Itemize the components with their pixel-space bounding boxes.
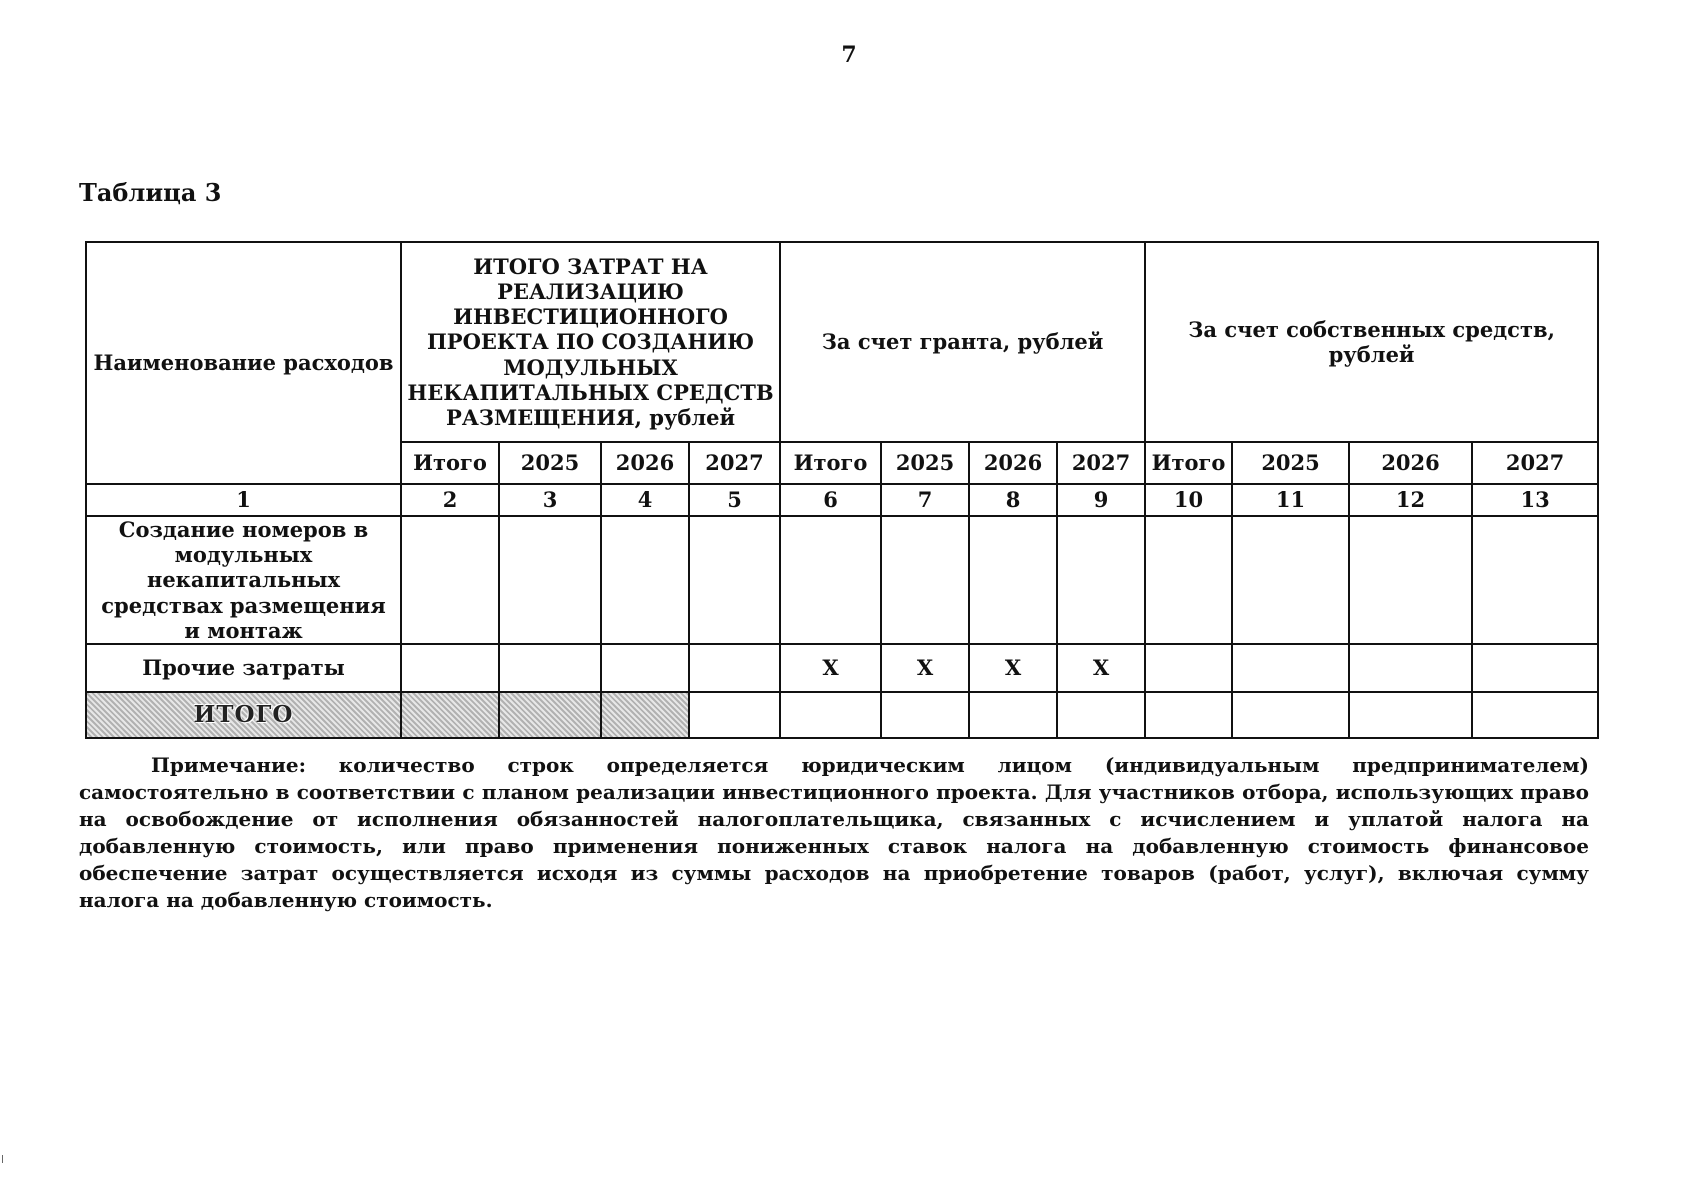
column-number-row [86, 484, 1598, 516]
table-cell [881, 516, 969, 644]
subcol-header: Итого [780, 442, 881, 484]
total-cell [969, 692, 1057, 738]
total-cell [1232, 692, 1349, 738]
page-number: 7 [841, 42, 857, 68]
table-cell [401, 516, 499, 644]
table-cell [689, 516, 780, 644]
column-number: 8 [969, 484, 1057, 516]
table-cell: X [1057, 644, 1145, 692]
table-cell: X [780, 644, 881, 692]
table-cell [601, 516, 689, 644]
subcol-header: 2027 [1057, 442, 1145, 484]
table-cell [689, 644, 780, 692]
table-cell: X [881, 644, 969, 692]
total-cell [1349, 692, 1472, 738]
expense-table [85, 241, 1599, 739]
total-row [86, 692, 1598, 738]
subcol-header: Итого [1145, 442, 1232, 484]
table-cell [1145, 516, 1232, 644]
column-number: 6 [780, 484, 881, 516]
scan-edge-mark [2, 1155, 3, 1163]
total-cell-shaded [499, 692, 601, 738]
table-cell [1349, 644, 1472, 692]
table-cell [499, 516, 601, 644]
table-cell [969, 516, 1057, 644]
subcol-header: 2026 [1349, 442, 1472, 484]
table-note: Примечание: количество строк определяется юридическим лицом (индивидуальным предпринимателем) самостоятельно в соответствии с планом реализации инвестиционного проекта. Для участников отбора, использующих право на освобождение от исполнения обязанностей налогоплательщика, связанных с исчислением и уплатой налога на добавленную стоимость, или право применения пониженных ставок налога на добавленную стоимость финансовое обеспечение затрат осуществляется исходя из суммы расходов на приобретение товаров (работ, услуг), включая сумму налога на добавленную стоимость. [79, 753, 1589, 912]
column-number: 7 [881, 484, 969, 516]
header-grant-funds: За счет гранта, рублей [780, 242, 1145, 442]
column-number: 13 [1472, 484, 1598, 516]
table-cell [1232, 516, 1349, 644]
table-row [86, 516, 1598, 644]
row-label: Прочие затраты [86, 644, 401, 692]
column-number: 4 [601, 484, 689, 516]
subcol-header: 2026 [601, 442, 689, 484]
total-cell [1057, 692, 1145, 738]
column-number: 11 [1232, 484, 1349, 516]
header-expense-name: Наименование расходов [86, 242, 401, 484]
header-own-funds: За счет собственных средств, рублей [1145, 242, 1598, 442]
header-total-costs: ИТОГО ЗАТРАТ НА РЕАЛИЗАЦИЮ ИНВЕСТИЦИОННОГО ПРОЕКТА ПО СОЗДАНИЮ МОДУЛЬНЫХ НЕКАПИТАЛЬНЫХ СРЕДСТВ РАЗМЕЩЕНИЯ, рублей [401, 242, 780, 442]
subcol-header: 2027 [689, 442, 780, 484]
column-number: 2 [401, 484, 499, 516]
table-cell [499, 644, 601, 692]
total-cell [780, 692, 881, 738]
column-number: 12 [1349, 484, 1472, 516]
header-row-groups [86, 242, 1598, 442]
subcol-header: Итого [401, 442, 499, 484]
total-cell-shaded [401, 692, 499, 738]
total-cell [1145, 692, 1232, 738]
table-row [86, 644, 1598, 692]
table-caption: Таблица 3 [79, 178, 222, 207]
column-number: 3 [499, 484, 601, 516]
table-cell [1472, 644, 1598, 692]
table-cell [1232, 644, 1349, 692]
total-cell-shaded [601, 692, 689, 738]
subcol-header: 2025 [881, 442, 969, 484]
subcol-header: 2026 [969, 442, 1057, 484]
total-cell [1472, 692, 1598, 738]
subcol-header: 2027 [1472, 442, 1598, 484]
table-cell [1472, 516, 1598, 644]
table-cell [780, 516, 881, 644]
subcol-header: 2025 [499, 442, 601, 484]
table-cell [401, 644, 499, 692]
column-number: 5 [689, 484, 780, 516]
total-row-label: ИТОГО [86, 692, 401, 738]
table-cell: X [969, 644, 1057, 692]
column-number: 1 [86, 484, 401, 516]
total-cell [881, 692, 969, 738]
table-cell [1349, 516, 1472, 644]
table-cell [1057, 516, 1145, 644]
table-cell [1145, 644, 1232, 692]
table-cell [601, 644, 689, 692]
column-number: 9 [1057, 484, 1145, 516]
row-label: Создание номеров в модульных некапитальных средствах размещения и монтаж [86, 516, 401, 644]
column-number: 10 [1145, 484, 1232, 516]
total-cell [689, 692, 780, 738]
subcol-header: 2025 [1232, 442, 1349, 484]
